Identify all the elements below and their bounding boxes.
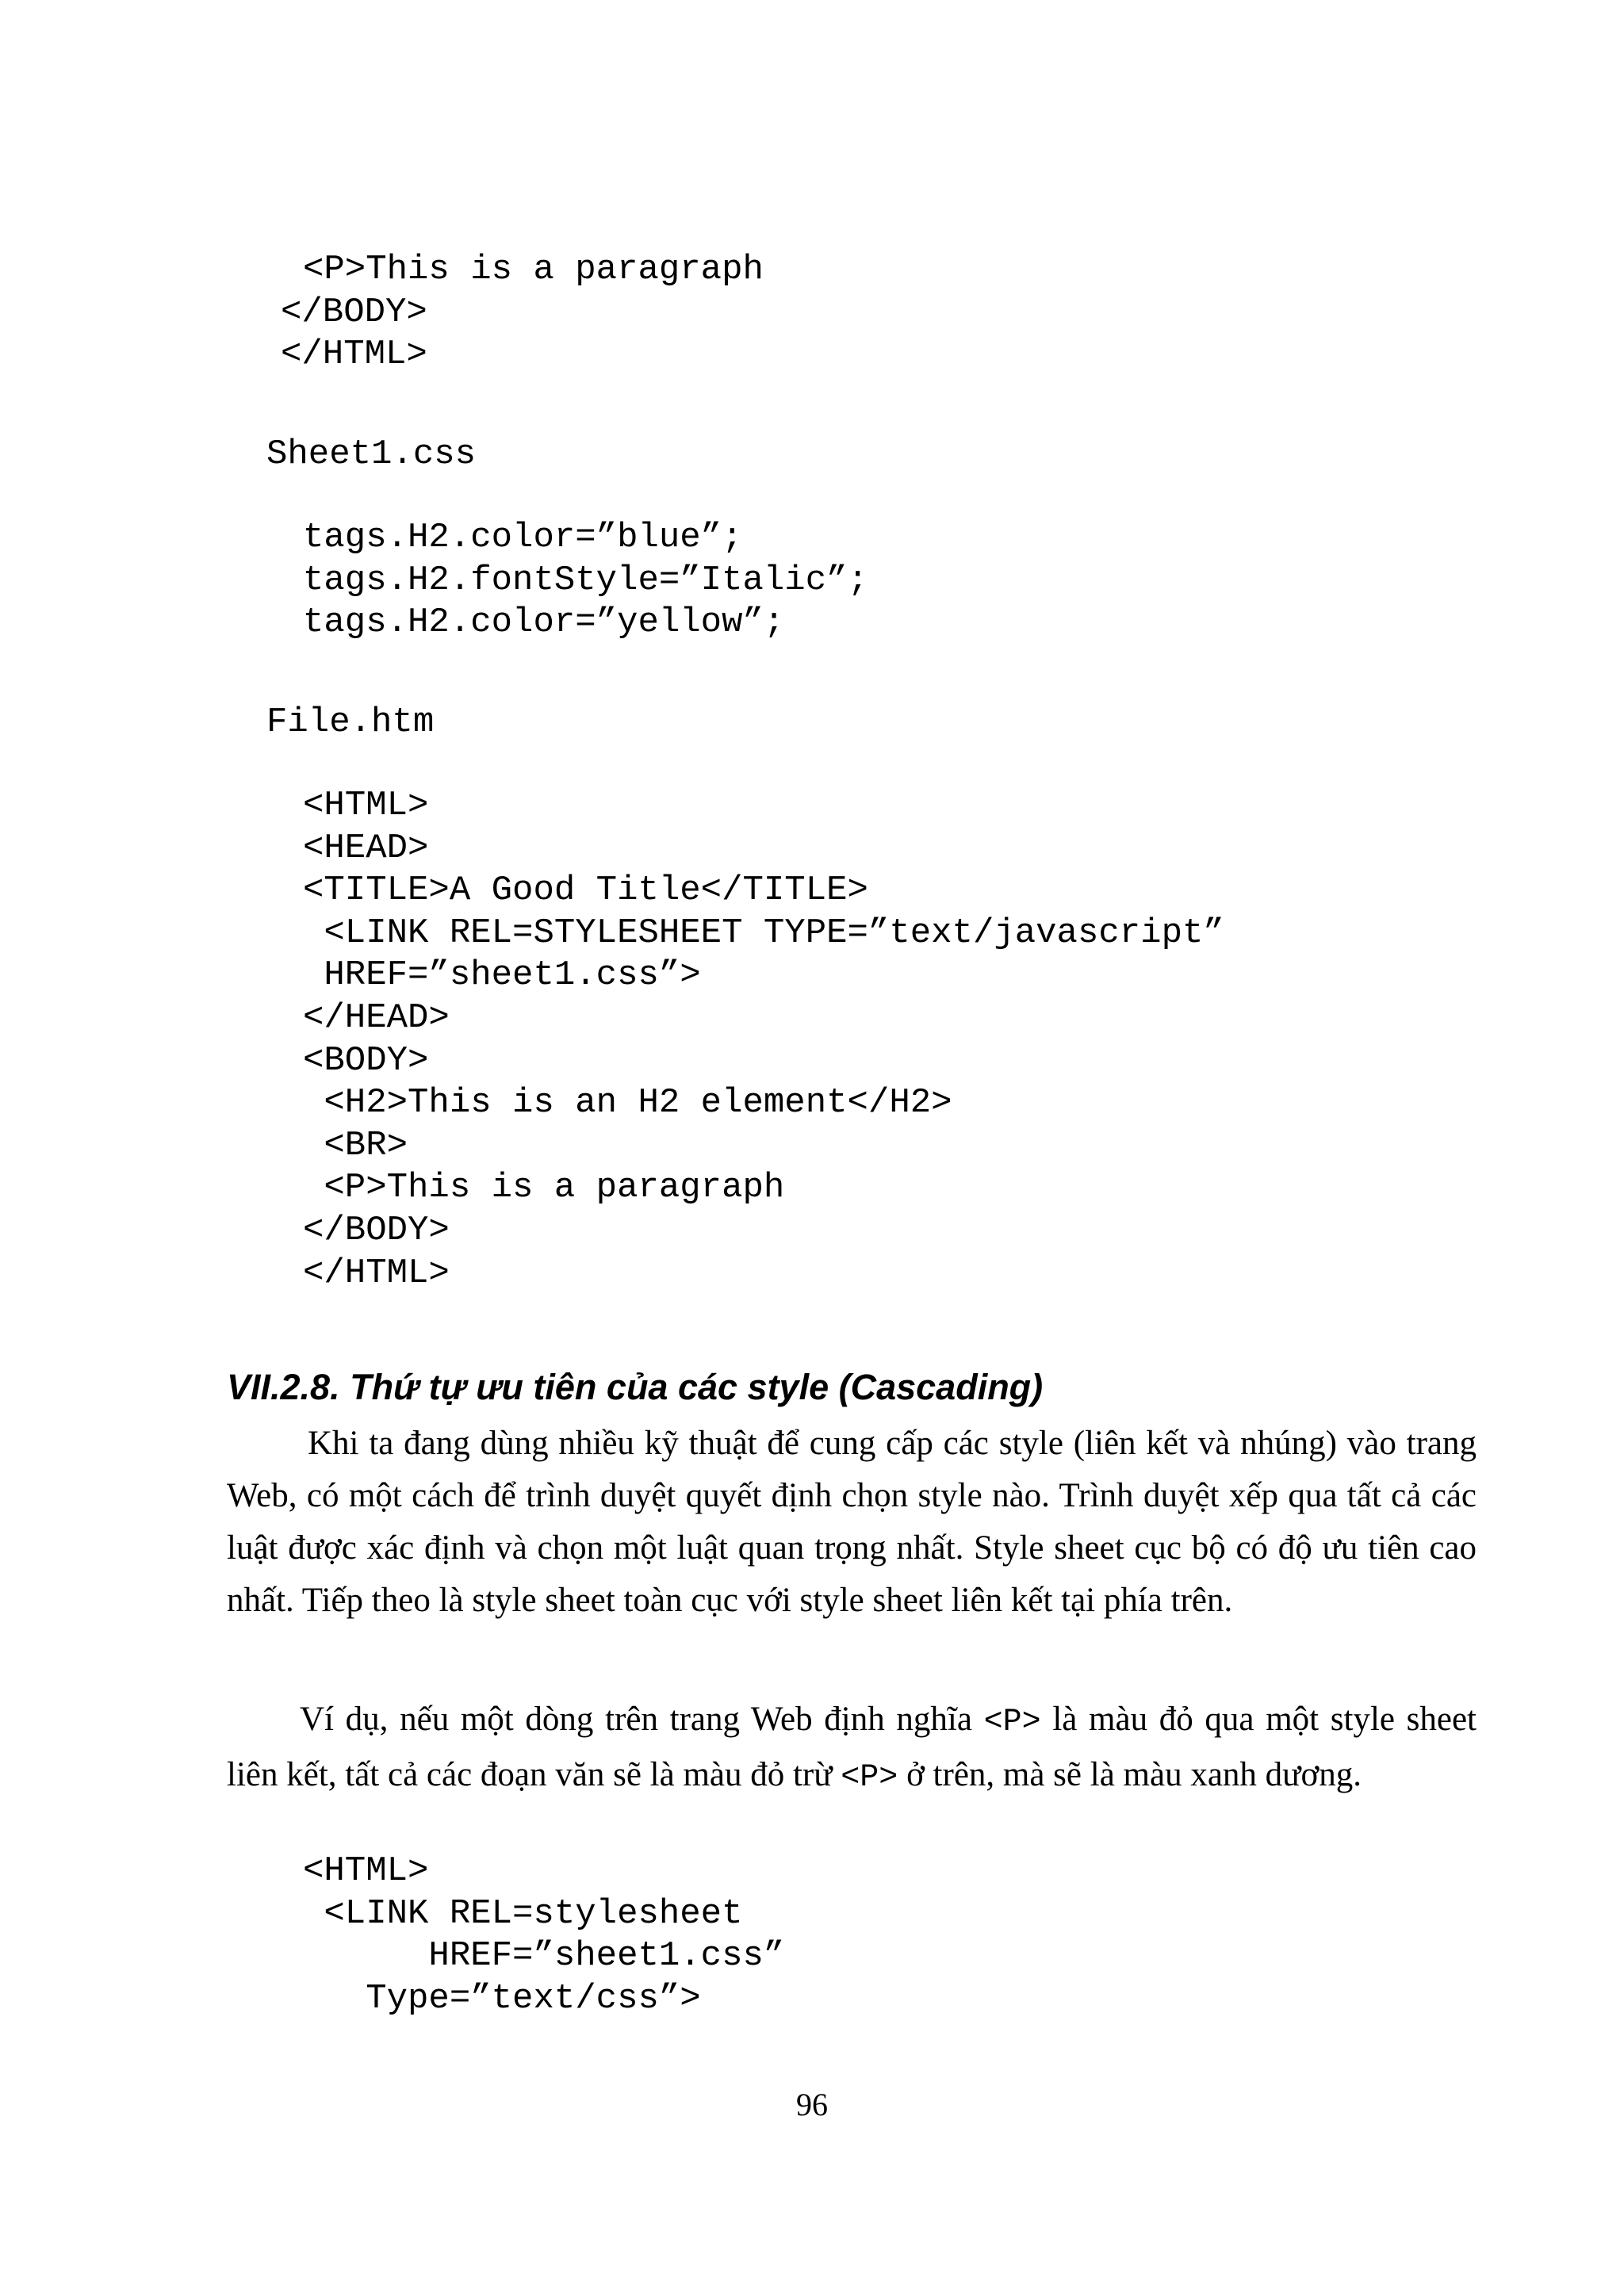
code-line: tags.H2.color=”yellow”; [303, 603, 785, 643]
code-line: <P>This is a paragraph [303, 1168, 785, 1208]
page-number: 96 [796, 2087, 828, 2122]
paragraph-text: là màu đỏ qua một style sheet liên kết, tất cả các đoạn văn sẽ là màu đỏ trừ [227, 1701, 1477, 1793]
code-line: HREF=”sheet1.css”> [303, 955, 701, 996]
paragraph-example [227, 1693, 1477, 1804]
code-line: Type=”text/css”> [303, 1978, 701, 2019]
inline-code-p-tag: <P> [983, 1705, 1041, 1740]
code-line: <BODY> [303, 1040, 429, 1081]
code-line: <HEAD> [303, 828, 429, 868]
code-line: tags.H2.fontStyle=”Italic”; [303, 560, 868, 600]
code-line: <LINK REL=STYLESHEET TYPE=”text/javascript” [303, 913, 1224, 953]
htm-file-label: File.htm [266, 702, 435, 742]
sheet-file-label: Sheet1.css [266, 434, 477, 474]
section-heading: VII.2.8. Thứ tự ưu tiên của các style (Cascading) [227, 1367, 1044, 1407]
code-line: <BR> [303, 1125, 408, 1165]
code-line: </HEAD> [303, 997, 450, 1038]
code-line: <H2>This is an H2 element</H2> [303, 1083, 952, 1123]
code-line: <TITLE>A Good Title</TITLE> [303, 871, 868, 911]
file-htm-code-block [303, 785, 1224, 1295]
code-line: <P>This is a paragraph [303, 250, 764, 289]
code-line: <LINK REL=stylesheet [303, 1893, 743, 1934]
inline-code-p-tag: <P> [841, 1760, 898, 1796]
paragraph-text: Ví dụ, nếu một dòng trên trang Web định nghĩa [300, 1701, 984, 1738]
paragraph-text: ở trên, mà sẽ là màu xanh dương. [898, 1756, 1362, 1793]
code-line: <HTML> [303, 786, 429, 825]
code-line: </BODY> [303, 1210, 450, 1250]
sheet-css-code-block [303, 517, 868, 645]
code-block-continuation [281, 249, 764, 377]
code-line: </HTML> [281, 335, 427, 375]
code-line: </BODY> [281, 292, 427, 332]
code-line: <HTML> [303, 1851, 429, 1891]
code-line: HREF=”sheet1.css” [303, 1936, 785, 1976]
code-line: tags.H2.color=”blue”; [303, 518, 743, 557]
code-line: </HTML> [303, 1253, 450, 1293]
paragraph-cascading-intro: Khi ta đang dùng nhiều kỹ thuật để cung cấp các style (liên kết và nhúng) vào trang Web, có một cách để trình duyệt quyết định chọn style nào. Trình duyệt xếp qua tất cả các luật được xác định và chọn một luật quan trọng nhất. Style sheet cục bộ có độ ưu tiên cao nhất. Tiếp theo là style sheet toàn cục với style sheet liên kết tại phía trên. [227, 1425, 1477, 1619]
code-block-example [303, 1850, 784, 2020]
